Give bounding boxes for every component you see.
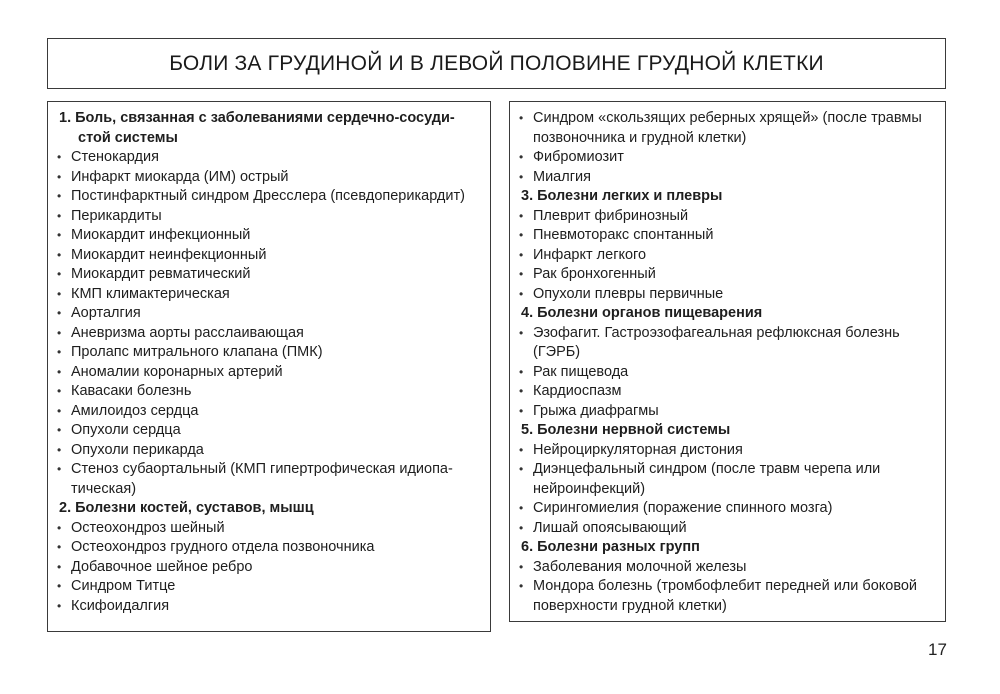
list-item-text: Синдром «скользящих реберных хрящей» (после травмы позвоночника и грудной клетки) (533, 110, 922, 146)
bullet-icon: • (57, 520, 62, 535)
list-item-text: Лишай опоясывающий (533, 519, 687, 536)
bullet-icon: • (519, 579, 524, 593)
list-item-text: Аневризма аорты расслаивающая (71, 324, 304, 341)
list-item (48, 460, 490, 499)
bullet-icon: • (57, 267, 62, 281)
list-item-text: Нейроциркуляторная дистония (533, 441, 743, 458)
list-item (48, 402, 490, 422)
list-item-text: Кавасаки болезнь (71, 383, 192, 399)
list-item-text: Пролапс митрального клапана (ПМК) (71, 344, 323, 360)
bullet-icon: • (519, 247, 524, 262)
bullet-icon: • (519, 520, 524, 535)
bullet-icon: • (57, 559, 62, 574)
section-2-continued-list (510, 109, 945, 187)
list-item (48, 304, 490, 324)
list-item (48, 343, 490, 363)
list-item-text: Аномалии коронарных артерий (71, 363, 283, 380)
list-item (48, 246, 490, 266)
list-item (510, 285, 945, 305)
list-item-text: Миокардит неинфекционный (71, 246, 267, 263)
list-item (510, 324, 945, 363)
list-item-text: Добавочное шейное ребро (71, 558, 253, 575)
list-item (48, 363, 490, 383)
bullet-icon: • (57, 442, 62, 457)
list-item-text: Постинфарктный синдром Дресслера (псевдоперикардит) (71, 188, 465, 204)
left-column (47, 101, 491, 632)
page-title: БОЛИ ЗА ГРУДИНОЙ И В ЛЕВОЙ ПОЛОВИНЕ ГРУДНОЙ КЛЕТКИ (169, 51, 824, 75)
list-item-text: Инфаркт миокарда (ИМ) острый (71, 168, 289, 185)
section-heading-1-line1: 1. Боль, связанная с заболеваниями сердечно-сосуди- (59, 110, 455, 126)
list-item-text: Рак пищевода (533, 363, 629, 380)
list-item-text: Плеврит фибринозный (533, 207, 689, 224)
bullet-icon: • (57, 169, 62, 184)
list-item (510, 226, 945, 246)
section-2-list (48, 519, 490, 617)
section-heading-6: 6. Болезни разных групп (521, 539, 700, 555)
list-item (48, 148, 490, 168)
bullet-icon: • (57, 423, 62, 437)
list-item (510, 577, 945, 616)
list-item-text: Остеохондроз шейный (71, 519, 225, 536)
section-4-list (510, 324, 945, 422)
bullet-icon: • (57, 579, 62, 593)
section-6-list (510, 558, 945, 617)
list-item (48, 382, 490, 402)
list-item-text: Фибромиозит (533, 149, 624, 165)
list-item (510, 558, 945, 578)
section-heading-5: 5. Болезни нервной системы (521, 422, 731, 438)
bullet-icon: • (519, 559, 524, 574)
title-box (47, 38, 946, 89)
bullet-icon: • (519, 208, 524, 223)
list-item (510, 109, 945, 148)
list-item (48, 558, 490, 578)
bullet-icon: • (519, 462, 524, 476)
bullet-icon: • (519, 442, 524, 457)
list-item (48, 577, 490, 597)
list-item (48, 324, 490, 344)
bullet-icon: • (519, 228, 524, 242)
list-item (48, 597, 490, 617)
list-item (510, 265, 945, 285)
list-item-text: Остеохондроз грудного отдела позвоночника (71, 539, 375, 555)
list-item-text: Эзофагит. Гастроэзофагеальная рефлюксная болезнь (ГЭРБ) (533, 324, 900, 360)
list-item (48, 226, 490, 246)
list-item-text: Рак бронхогенный (533, 266, 656, 282)
list-item-text: Стенокардия (71, 149, 159, 165)
list-item-text: Миалгия (533, 168, 591, 185)
list-item-text: Миокардит ревматический (71, 266, 251, 282)
bullet-icon: • (57, 345, 62, 359)
list-item-text: Пневмоторакс спонтанный (533, 227, 714, 243)
bullet-icon: • (519, 325, 524, 340)
list-item (48, 285, 490, 305)
bullet-icon: • (519, 111, 524, 125)
section-heading-1-line2: стой системы (78, 129, 178, 146)
bullet-icon: • (519, 169, 524, 184)
bullet-icon: • (57, 150, 62, 164)
list-item-text: Амилоидоз сердца (71, 402, 199, 419)
bullet-icon: • (519, 286, 524, 301)
list-item (48, 441, 490, 461)
list-item-text: Мондора болезнь (тромбофлебит передней или боковой поверхности грудной клетки) (533, 578, 918, 614)
list-item-text: Диэнцефальный синдром (после травм черепа или нейроинфекций) (533, 461, 881, 497)
list-item (510, 519, 945, 539)
list-item (48, 207, 490, 227)
list-item-text: Инфаркт легкого (533, 246, 647, 263)
list-item-text: Кардиоспазм (533, 383, 622, 399)
list-item (48, 538, 490, 558)
list-item (510, 382, 945, 402)
section-heading-3: 3. Болезни легких и плевры (521, 188, 723, 204)
bullet-icon: • (57, 189, 62, 203)
page-number: 17 (928, 640, 947, 659)
list-item-text-line2: тическая) (71, 480, 137, 497)
bullet-icon: • (57, 228, 62, 242)
list-item (510, 441, 945, 461)
bullet-icon: • (57, 208, 62, 223)
list-item-text: Перикардиты (71, 207, 162, 224)
list-item-text: Аорталгия (71, 305, 141, 321)
section-heading-2: 2. Болезни костей, суставов, мышц (59, 500, 314, 516)
section-5-list (510, 441, 945, 539)
list-item-text: Сирингомиелия (поражение спинного мозга) (533, 500, 833, 516)
bullet-icon: • (57, 384, 62, 398)
bullet-icon: • (57, 598, 62, 613)
list-item-text: Опухоли плевры первичные (533, 285, 724, 302)
bullet-icon: • (57, 247, 62, 262)
list-item (48, 265, 490, 285)
list-item-text: Опухоли перикарда (71, 441, 204, 458)
list-item-text: Синдром Титце (71, 578, 176, 594)
list-item-text: КМП климактерическая (71, 285, 230, 302)
list-item-text: Миокардит инфекционный (71, 227, 251, 243)
section-1-list (48, 148, 490, 499)
list-item (510, 499, 945, 519)
bullet-icon: • (519, 501, 524, 515)
list-item (510, 402, 945, 422)
list-item-text: Опухоли сердца (71, 422, 181, 438)
bullet-icon: • (57, 462, 62, 476)
right-column (509, 101, 946, 622)
list-item (48, 187, 490, 207)
section-3-list (510, 207, 945, 305)
list-item (510, 460, 945, 499)
bullet-icon: • (519, 267, 524, 281)
list-item-text: Заболевания молочной железы (533, 558, 747, 575)
list-item (510, 148, 945, 168)
section-heading-1 (48, 109, 490, 148)
list-item (510, 168, 945, 188)
bullet-icon: • (519, 364, 524, 379)
bullet-icon: • (519, 384, 524, 398)
bullet-icon: • (57, 540, 62, 554)
bullet-icon: • (57, 364, 62, 379)
bullet-icon: • (57, 325, 62, 340)
list-item (48, 421, 490, 441)
list-item (48, 519, 490, 539)
list-item (510, 246, 945, 266)
list-item-text-line1: Стеноз субаортальный (КМП гипертрофическая идиопа- (71, 461, 453, 477)
list-item (510, 207, 945, 227)
bullet-icon: • (57, 286, 62, 301)
bullet-icon: • (57, 306, 62, 320)
bullet-icon: • (519, 403, 524, 418)
list-item-text: Грыжа диафрагмы (533, 402, 659, 419)
bullet-icon: • (519, 150, 524, 164)
section-heading-4: 4. Болезни органов пищеварения (521, 305, 763, 321)
list-item-text: Ксифоидалгия (71, 597, 170, 614)
list-item (48, 168, 490, 188)
list-item (510, 363, 945, 383)
bullet-icon: • (57, 403, 62, 418)
